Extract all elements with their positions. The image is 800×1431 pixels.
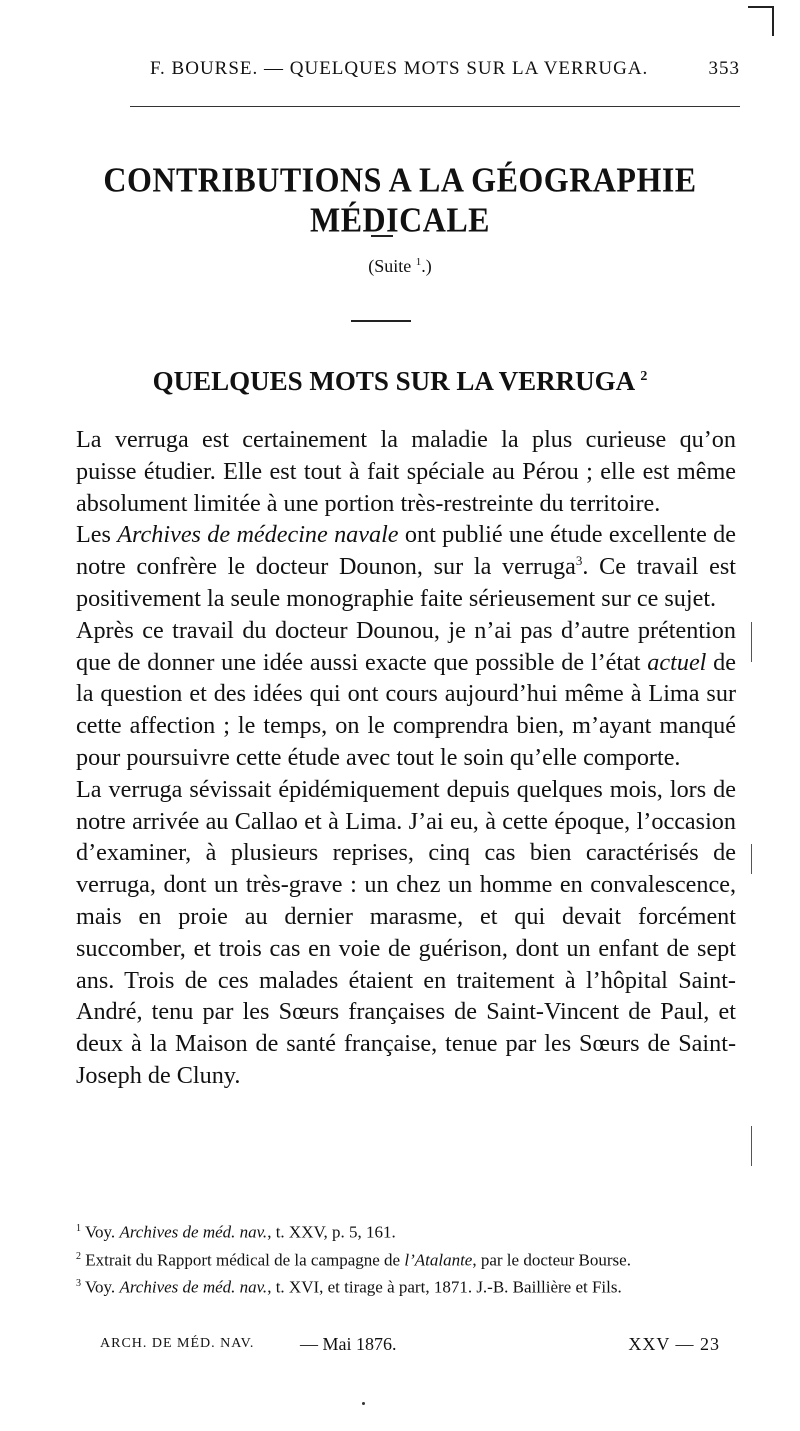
footnote-mark-3[interactable]: 3 bbox=[575, 553, 583, 569]
running-head bbox=[130, 58, 740, 86]
header-rule bbox=[130, 106, 740, 107]
article-title-text: QUELQUES MOTS SUR LA VERRUGA bbox=[152, 366, 634, 396]
paragraph-3 bbox=[76, 615, 736, 774]
page-number: 353 bbox=[708, 58, 740, 79]
suite-footnote-mark[interactable]: 1 bbox=[415, 256, 422, 268]
article-footnote-mark[interactable]: 2 bbox=[640, 369, 648, 384]
footnote-2-text-a: Extrait du Rapport médical de la campagne de bbox=[81, 1250, 405, 1270]
footnote-3-text-a: Voy. bbox=[81, 1277, 120, 1297]
footer-date: — Mai 1876. bbox=[300, 1334, 397, 1354]
footnote-1-text-b: , t. XXV, p. 5, 161. bbox=[267, 1222, 396, 1242]
paragraph-4: La verruga sévissait épidémiquement depuis quelques mois, lors de notre arrivée au Callao et à Lima. J’ai eu, à cette époque, l’occasion d’examiner, à plusieurs reprises, cinq cas bien caractérisés de verruga, dont un très-grave : un chez un homme en convalescence, mais en proie au dernier marasme, et qui devait forcément succomber, et trois cas en voie de guérison, dont un enfant de sept ans. Trois de ces malades étaient en traitement à l’hôpital Saint-André, tenu par les Sœurs françaises de Saint-Vincent de Paul, et deux à la Maison de santé française, tenue par les Sœurs de Saint-Joseph de Cluny. bbox=[76, 775, 736, 1089]
page-footer bbox=[100, 1334, 720, 1360]
journal-title-italic: Archives de médecine navale bbox=[117, 521, 399, 549]
margin-bracket-2 bbox=[741, 844, 752, 874]
p2-text-a: Les bbox=[76, 521, 118, 549]
suite-text: (Suite bbox=[368, 256, 416, 276]
p2-text-b: ont publié une étude excellente de notre confrère le docteur Dounon, sur la verruga bbox=[76, 521, 736, 581]
paragraph-1: La verruga est certainement la maladie la plus curieuse qu’on puisse étudier. Elle est tout à fait spéciale au Pérou ; elle est même absolument limitée à une portion très-restreinte du territoire. bbox=[76, 426, 736, 517]
section-rule bbox=[351, 320, 411, 322]
footnote-2-text-b: , par le docteur Bourse. bbox=[472, 1250, 631, 1270]
p3-text-a: Après ce travail du docteur Dounou, je n’ai pas d’autre prétention que de donner une idée aussi exacte que possible de l’état bbox=[76, 616, 736, 676]
footnote-3-italic: Archives de méd. nav. bbox=[119, 1277, 268, 1297]
footnotes bbox=[60, 1217, 742, 1300]
p2-text-c: . Ce travail est positivement la seule monographie faite sérieusement sur ce sujet. bbox=[76, 553, 736, 612]
suite-note bbox=[0, 256, 800, 277]
footnote-2 bbox=[60, 1245, 742, 1273]
footnote-3-text-b: , t. XVI, et tirage à part, 1871. J.-B. Baillière et Fils. bbox=[267, 1277, 622, 1297]
footnote-2-mark: 2 bbox=[76, 1250, 81, 1262]
footnote-1-italic: Archives de méd. nav. bbox=[119, 1222, 268, 1242]
print-speck bbox=[362, 1402, 365, 1405]
title-dash bbox=[371, 235, 393, 237]
footer-signature: XXV — 23 bbox=[628, 1334, 720, 1354]
corner-crop-mark bbox=[748, 6, 774, 36]
body-text bbox=[76, 424, 736, 1092]
p3-text-b: de la question et des idées qui ont cours aujourd’hui même à Lima sur cette affection ; le temps, on le comprendra bien, m’ayant manqué pour poursuivre cette étude avec tout le soin qu’elle comporte. bbox=[76, 648, 736, 771]
footnote-2-italic: l’Atalante bbox=[404, 1250, 473, 1270]
margin-bracket-1 bbox=[741, 622, 752, 662]
footnote-1-text-a: Voy. bbox=[81, 1222, 120, 1242]
footnote-3-mark: 3 bbox=[76, 1278, 81, 1290]
article-title bbox=[60, 366, 740, 397]
suite-close: .) bbox=[421, 256, 432, 276]
running-head-title: F. BOURSE. — QUELQUES MOTS SUR LA VERRUGA. bbox=[150, 58, 649, 79]
actuel-italic: actuel bbox=[647, 648, 707, 676]
footnote-3 bbox=[60, 1272, 742, 1300]
footer-journal: ARCH. DE MÉD. NAV. bbox=[100, 1336, 255, 1351]
paragraph-2 bbox=[76, 519, 736, 614]
series-title: CONTRIBUTIONS A LA GÉOGRAPHIE MÉDICALE bbox=[103, 160, 697, 239]
margin-bracket-3 bbox=[741, 1126, 752, 1166]
footnote-1-mark: 1 bbox=[76, 1223, 81, 1234]
footnote-1 bbox=[60, 1217, 742, 1245]
